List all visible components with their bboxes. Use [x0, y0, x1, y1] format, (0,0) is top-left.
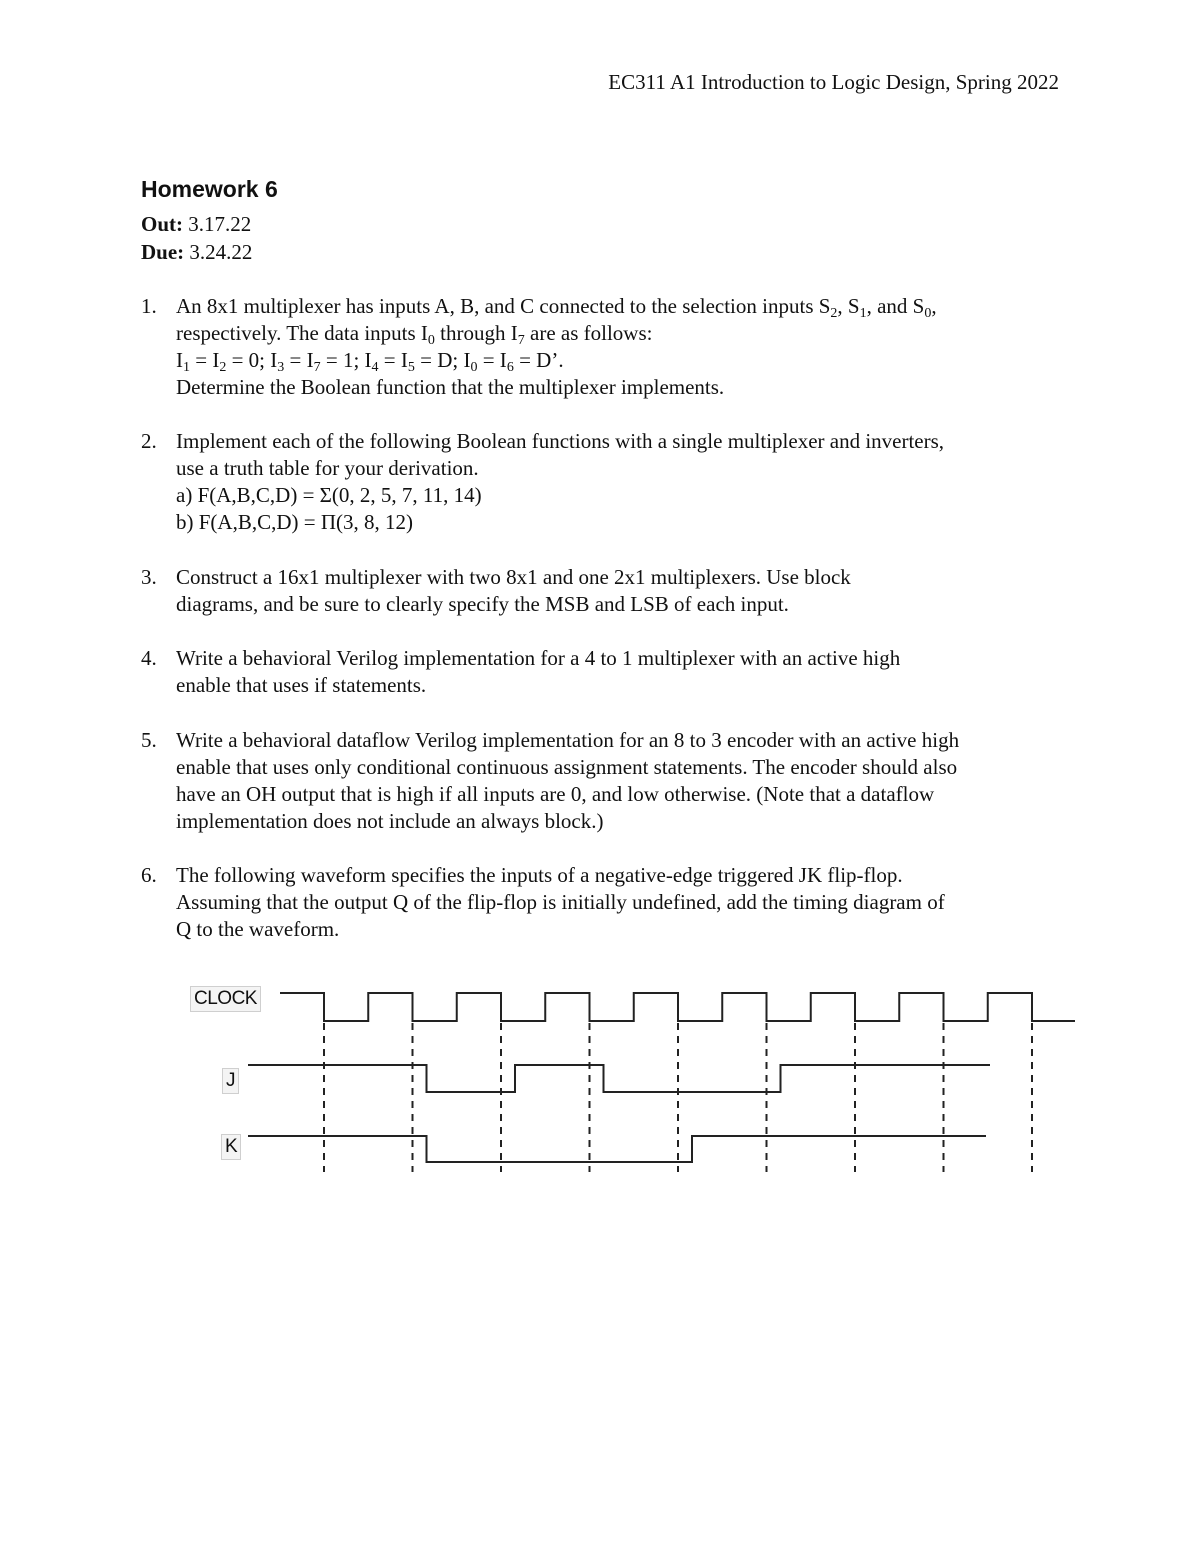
- out-date: 3.17.22: [188, 212, 252, 236]
- question-number: 5.: [141, 728, 157, 752]
- k-signal-label: K: [221, 1134, 241, 1160]
- clock-signal-label: CLOCK: [190, 986, 261, 1012]
- question-number: 6.: [141, 863, 157, 887]
- question-number: 2.: [141, 429, 157, 453]
- question-line: b) F(A,B,C,D) = Π(3, 8, 12): [176, 510, 413, 534]
- question-line: respectively. The data inputs $I_0$ through $I_7$ are as follows:: [176, 321, 653, 348]
- question-number: 4.: [141, 646, 157, 670]
- question-line: The following waveform specifies the inputs of a negative-edge triggered JK flip-flop.: [176, 863, 903, 887]
- question-line: Write a behavioral dataflow Verilog implementation for an 8 to 3 encoder with an active high: [176, 728, 960, 752]
- clock-waveform: [280, 993, 1075, 1021]
- question-number: 1.: [141, 294, 157, 318]
- question-line: use a truth table for your derivation.: [176, 456, 479, 480]
- question-line: Implement each of the following Boolean functions with a single multiplexer and inverters,: [176, 429, 945, 453]
- question-line: An 8x1 multiplexer has inputs A, B, and C connected to the selection inputs $S_2$, $S_1$, and $S_0$,: [176, 294, 937, 321]
- page-title: Homework 6: [141, 176, 278, 202]
- k-waveform: [248, 1136, 986, 1162]
- question-line-inputs: $I_1 = I_2 = 0$; $I_3 = I_7 = 1$; $I_4 = I_5 = D$; $I_0 = I_6 = D$’.: [176, 348, 564, 375]
- question-line: a) F(A,B,C,D) = Σ(0, 2, 5, 7, 11, 14): [176, 483, 482, 507]
- j-waveform: [248, 1065, 990, 1092]
- question-line: Assuming that the output Q of the flip-flop is initially undefined, add the timing diagram of: [176, 890, 945, 914]
- question-line: implementation does not include an always block.): [176, 809, 604, 833]
- course-header: EC311 A1 Introduction to Logic Design, Spring 2022: [608, 70, 1059, 94]
- question-line: Write a behavioral Verilog implementation for a 4 to 1 multiplexer with an active high: [176, 646, 901, 670]
- question-number: 3.: [141, 565, 157, 589]
- question-line: have an OH output that is high if all inputs are 0, and low otherwise. (Note that a dataflow: [176, 782, 935, 806]
- due-date: 3.24.22: [189, 240, 253, 264]
- question-line: Q to the waveform.: [176, 917, 340, 941]
- question-line: diagrams, and be sure to clearly specify the MSB and LSB of each input.: [176, 592, 789, 616]
- question-line: Construct a 16x1 multiplexer with two 8x1 and one 2x1 multiplexers. Use block: [176, 565, 851, 589]
- due-label: Due:: [141, 240, 185, 264]
- question-line: Determine the Boolean function that the multiplexer implements.: [176, 375, 725, 399]
- question-line: enable that uses if statements.: [176, 673, 427, 697]
- out-label: Out:: [141, 212, 183, 236]
- j-signal-label: J: [222, 1068, 239, 1094]
- question-line: enable that uses only conditional continuous assignment statements. The encoder should also: [176, 755, 958, 779]
